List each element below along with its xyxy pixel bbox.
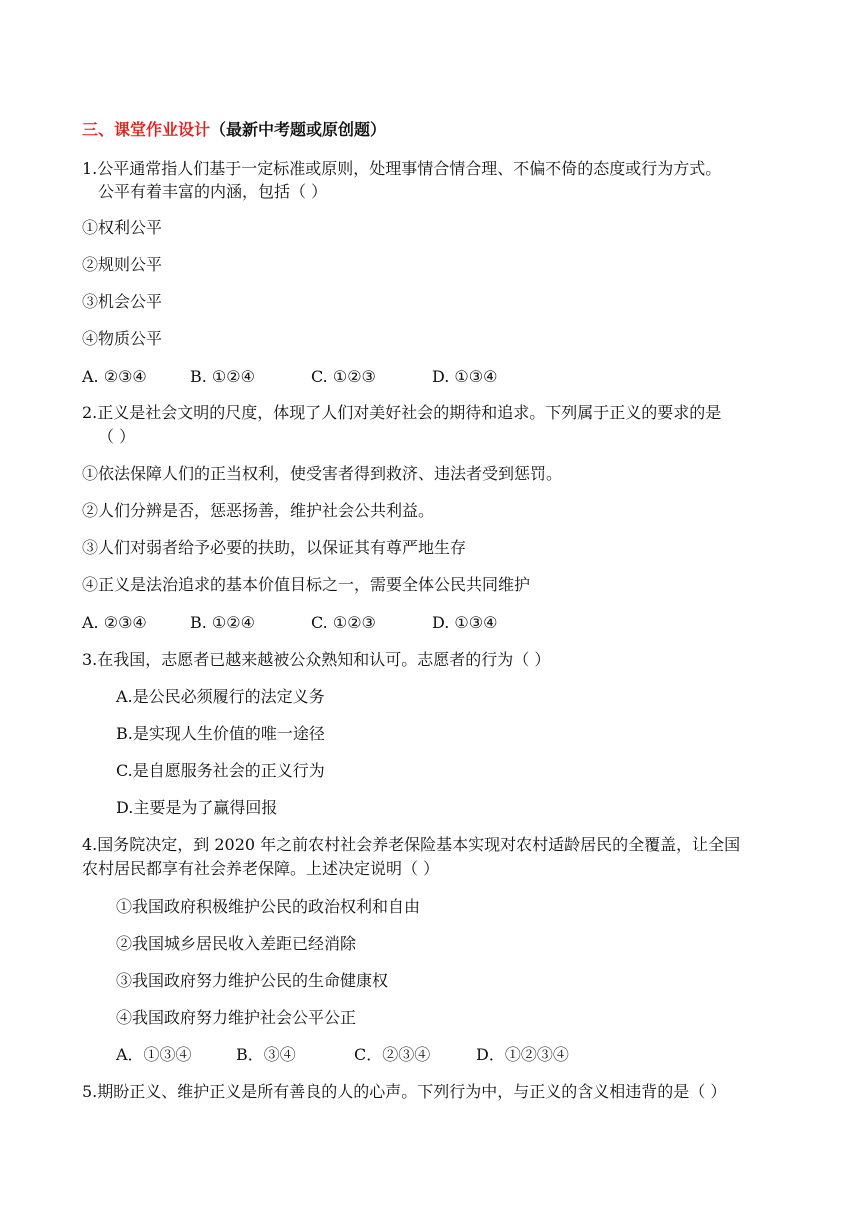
q2-option-a[interactable]: A. ②③④ <box>82 613 147 632</box>
q4-stem-line1: 4.国务院决定，到 2020 年之前农村社会养老保险基本实现对农村适龄居民的全覆盖，让全国 <box>82 835 741 854</box>
q1-item-4: ④物质公平 <box>82 329 163 348</box>
q3-option-d[interactable]: D.主要是为了赢得回报 <box>116 798 278 817</box>
section-subtitle: （最新中考题或原创题） <box>210 120 387 139</box>
q3-option-a[interactable]: A.是公民必须履行的法定义务 <box>116 687 325 706</box>
q4-option-b[interactable]: B．③④ <box>236 1045 296 1064</box>
q1-option-c[interactable]: C. ①②③ <box>311 367 376 386</box>
q2-stem-line1: 2.正义是社会文明的尺度，体现了人们对美好社会的期待和追求。下列属于正义的要求的是 <box>82 403 722 422</box>
q2-option-d[interactable]: D. ①③④ <box>432 613 498 632</box>
section-title: 三、课堂作业设计 <box>82 120 211 139</box>
q2-item-1: ①依法保障人们的正当权利，使受害者得到救济、违法者受到惩罚。 <box>82 464 563 483</box>
q3-option-c[interactable]: C.是自愿服务社会的正义行为 <box>116 761 325 780</box>
q4-item-4: ④我国政府努力维护社会公平公正 <box>116 1008 357 1027</box>
q4-option-c[interactable]: C．②③④ <box>354 1045 431 1064</box>
q2-item-3: ③人们对弱者给予必要的扶助，以保证其有尊严地生存 <box>82 538 467 557</box>
q1-item-1: ①权利公平 <box>82 218 163 237</box>
q3-option-b[interactable]: B.是实现人生价值的唯一途径 <box>116 724 325 743</box>
q4-item-3: ③我国政府努力维护公民的生命健康权 <box>116 971 389 990</box>
section-heading <box>82 120 386 140</box>
q2-item-2: ②人们分辨是否，惩恶扬善，维护社会公共利益。 <box>82 501 435 520</box>
q3-stem-line1: 3.在我国，志愿者已越来越被公众熟知和认可。志愿者的行为（ ） <box>82 650 551 669</box>
q2-stem-line2: （ ） <box>98 427 136 446</box>
q5-stem-line1: 5.期盼正义、维护正义是所有善良的人的心声。下列行为中，与正义的含义相违背的是（ ） <box>82 1082 727 1101</box>
q4-item-1: ①我国政府积极维护公民的政治权利和自由 <box>116 897 421 916</box>
q1-stem-line1: 1.公平通常指人们基于一定标准或原则，处理事情合情合理、不偏不倚的态度或行为方式。 <box>82 159 722 178</box>
q1-stem-line2: 公平有着丰富的内涵，包括（ ） <box>98 182 328 201</box>
q4-option-a[interactable]: A．①③④ <box>116 1045 192 1064</box>
q1-option-b[interactable]: B. ①②④ <box>190 367 255 386</box>
q4-item-2: ②我国城乡居民收入差距已经消除 <box>116 934 357 953</box>
q1-item-3: ③机会公平 <box>82 292 163 311</box>
q1-item-2: ②规则公平 <box>82 255 163 274</box>
q1-option-a[interactable]: A. ②③④ <box>82 367 147 386</box>
q4-option-d[interactable]: D．①②③④ <box>476 1045 569 1064</box>
q1-option-d[interactable]: D. ①③④ <box>432 367 498 386</box>
q4-stem-line2: 农村居民都享有社会养老保障。上述决定说明（ ） <box>82 859 440 878</box>
q2-option-c[interactable]: C. ①②③ <box>311 613 376 632</box>
q2-item-4: ④正义是法治追求的基本价值目标之一，需要全体公民共同维护 <box>82 575 531 594</box>
q2-option-b[interactable]: B. ①②④ <box>190 613 255 632</box>
